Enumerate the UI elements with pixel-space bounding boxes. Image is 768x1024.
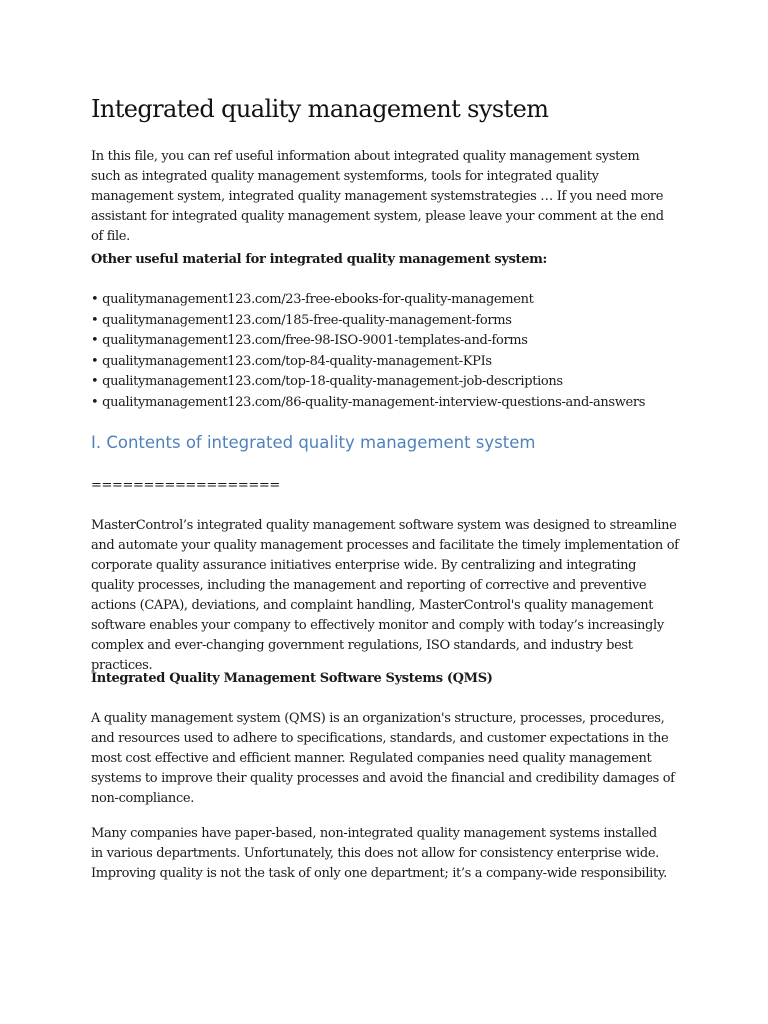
resource-link[interactable]: • qualitymanagement123.com/23-free-ebooks-for-quality-management <box>91 292 534 307</box>
resource-link[interactable]: • qualitymanagement123.com/86-quality-management-interview-questions-and-answers <box>91 394 646 410</box>
resource-link[interactable]: • qualitymanagement123.com/185-free-quality-management-forms <box>91 312 512 328</box>
many-companies-paragraph: Many companies have paper-based, non-integrated quality management systems installed in various departments. Unfortunately, this does not allow for consistency enterprise wide. Improving quality is not the task of only one department; it’s a company-wide responsibility. <box>91 826 667 881</box>
resource-link[interactable]: • qualitymanagement123.com/top-18-quality-management-job-descriptions <box>91 374 563 389</box>
other-material-heading: Other useful material for integrated quality management system: <box>91 252 547 267</box>
resource-link[interactable]: • qualitymanagement123.com/free-98-ISO-9001-templates-and-forms <box>91 333 528 348</box>
intro-paragraph: In this file, you can ref useful information about integrated quality management system such as integrated quality management systemforms, tools for integrated quality management system, integrated quality management systemstrategies … If you need more assistant for integrated quality management system, please leave your comment at the end of file. <box>91 149 664 244</box>
separator-line: ================== <box>91 478 280 493</box>
mastercontrol-paragraph: MasterControl’s integrated quality management software system was designed to streamline and automate your quality management processes and facilitate the timely implementation of corporate quality assurance initiatives enterprise wide. By centralizing and integrating quality processes, including the management and reporting of corrective and preventive actions (CAPA), deviations, and complaint handling, MasterControl's quality management software enables your company to effectively monitor and comply with today’s increasingly complex and ever-changing government regulations, ISO standards, and industry best practices. <box>91 518 679 673</box>
section-heading: I. Contents of integrated quality management system <box>91 433 536 452</box>
qms-paragraph: A quality management system (QMS) is an organization's structure, processes, procedures, and resources used to adhere to specifications, standards, and customer expectations in the most cost effective and efficient manner. Regulated companies need quality management systems to improve their quality processes and avoid the financial and credibility damages of non-compliance. <box>91 711 675 806</box>
qms-subheading: Integrated Quality Management Software Systems (QMS) <box>91 671 493 686</box>
document-title: Integrated quality management system <box>91 95 549 123</box>
resource-link[interactable]: • qualitymanagement123.com/top-84-quality-management-KPIs <box>91 353 492 369</box>
resource-link-list <box>91 290 645 413</box>
